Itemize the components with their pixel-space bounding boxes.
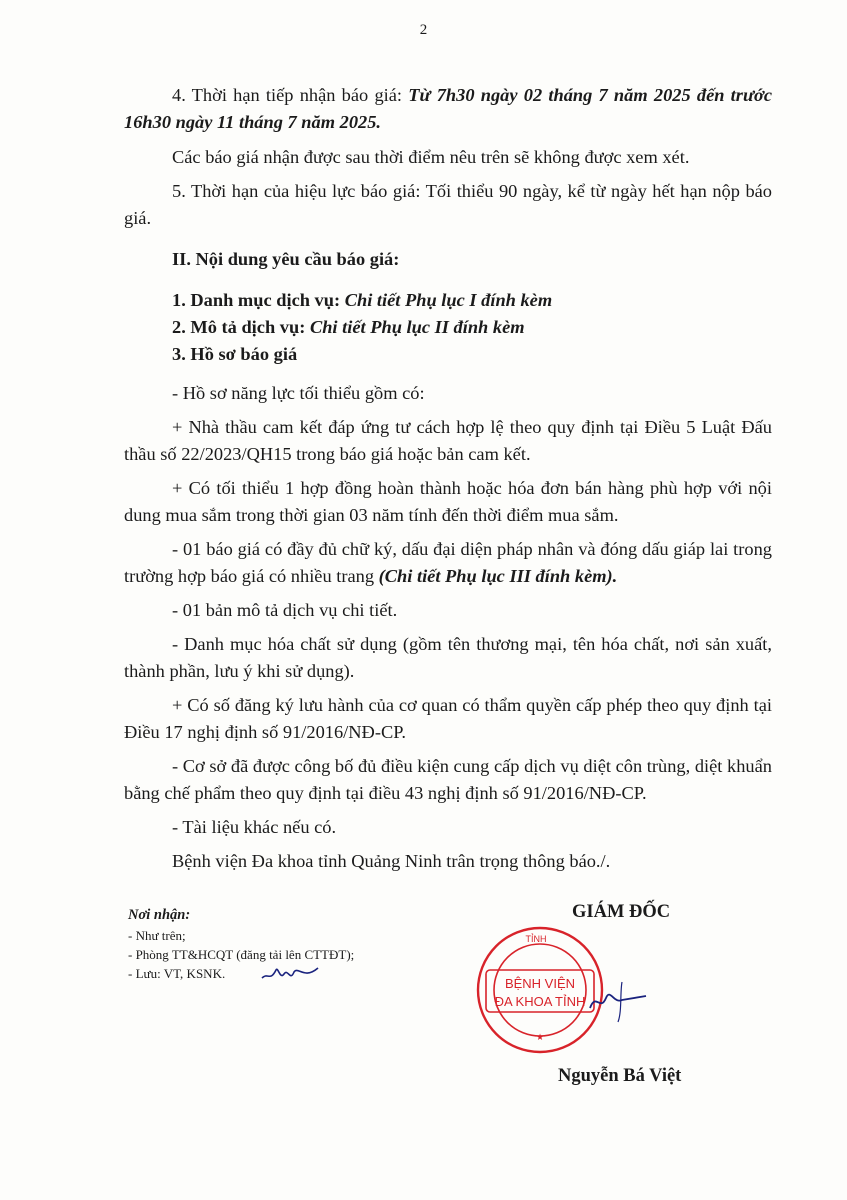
- signer-title: GIÁM ĐỐC: [572, 902, 671, 922]
- recipient-line: - Lưu: VT, KSNK.: [128, 966, 226, 981]
- item-1-detail: Chi tiết Phụ lục I đính kèm: [344, 290, 553, 310]
- seal-ring-text: TỈNH: [525, 934, 547, 944]
- seal-line-1: BỆNH VIỆN: [504, 976, 576, 991]
- item-3: [124, 341, 772, 368]
- paragraph: + Nhà thầu cam kết đáp ứng tư cách hợp lệ theo quy định tại Điều 5 Luật Đấu thầu số 22/2023/QH15 trong báo giá hoặc bản cam kết.: [124, 417, 772, 464]
- section-4-label: 4. Thời hạn tiếp nhận báo giá:: [172, 85, 409, 105]
- seal-line-2: ĐA KHOA TỈNH: [494, 994, 586, 1009]
- quote-paragraph-text: - 01 báo giá có đầy đủ chữ ký, dấu đại diện pháp nhân và đóng dấu giáp lai trong trường hợp báo giá có nhiều trang: [124, 539, 772, 586]
- late-notice: Các báo giá nhận được sau thời điểm nêu trên sẽ không được xem xét.: [172, 147, 690, 167]
- paragraph: - Hồ sơ năng lực tối thiểu gồm có:: [172, 383, 425, 403]
- paragraph: - Cơ sở đã được công bố đủ điều kiện cung cấp dịch vụ diệt côn trùng, diệt khuẩn bằng chế phẩm theo quy định tại điều 43 nghị định số 91/2016/NĐ-CP.: [124, 756, 772, 803]
- quote-paragraph: [124, 536, 772, 590]
- recipients-block: [128, 906, 354, 983]
- section-5: 5. Thời hạn của hiệu lực báo giá: Tối thiểu 90 ngày, kể từ ngày hết hạn nộp báo giá.: [124, 181, 772, 228]
- paragraph: - 01 bản mô tả dịch vụ chi tiết.: [172, 600, 398, 620]
- closing-line: Bệnh viện Đa khoa tỉnh Quảng Ninh trân trọng thông báo./.: [172, 851, 611, 871]
- item-3-label: 3. Hồ sơ báo giá: [172, 344, 298, 364]
- item-2: [124, 314, 772, 341]
- initials-signature-icon: [260, 960, 320, 986]
- recipient-line: - Như trên;: [128, 928, 186, 943]
- official-seal-icon: [472, 922, 662, 1062]
- item-1-label: 1. Danh mục dịch vụ:: [172, 290, 345, 310]
- paragraph: - Tài liệu khác nếu có.: [172, 817, 337, 837]
- svg-text:★: ★: [535, 1032, 545, 1042]
- section-ii-title: II. Nội dung yêu cầu báo giá:: [172, 249, 400, 269]
- recipient-line: - Phòng TT&HCQT (đăng tải lên CTTĐT);: [128, 947, 355, 962]
- page-number: 2: [419, 22, 428, 38]
- item-2-detail: Chi tiết Phụ lục II đính kèm: [309, 317, 525, 337]
- paragraph: + Có số đăng ký lưu hành của cơ quan có thẩm quyền cấp phép theo quy định tại Điều 17 nghị định số 91/2016/NĐ-CP.: [124, 695, 772, 742]
- item-2-label: 2. Mô tả dịch vụ:: [172, 317, 310, 337]
- quote-paragraph-emph: (Chi tiết Phụ lục III đính kèm).: [378, 566, 618, 586]
- paragraph: + Có tối thiểu 1 hợp đồng hoàn thành hoặc hóa đơn bán hàng phù hợp với nội dung mua sắm trong thời gian 03 năm tính đến thời điểm mua sắm.: [124, 478, 772, 525]
- paragraph: - Danh mục hóa chất sử dụng (gồm tên thương mại, tên hóa chất, nơi sản xuất, thành phần, lưu ý khi sử dụng).: [124, 634, 772, 681]
- item-1: [124, 287, 772, 314]
- section-4-value: Từ 7h30 ngày 02 tháng 7 năm 2025 đến trước 16h30 ngày 11 tháng 7 năm 2025.: [124, 85, 772, 132]
- recipients-header: Nơi nhận:: [128, 907, 191, 923]
- section-4: [124, 82, 772, 136]
- document-body: [124, 82, 772, 882]
- signer-name: Nguyễn Bá Việt: [558, 1066, 682, 1086]
